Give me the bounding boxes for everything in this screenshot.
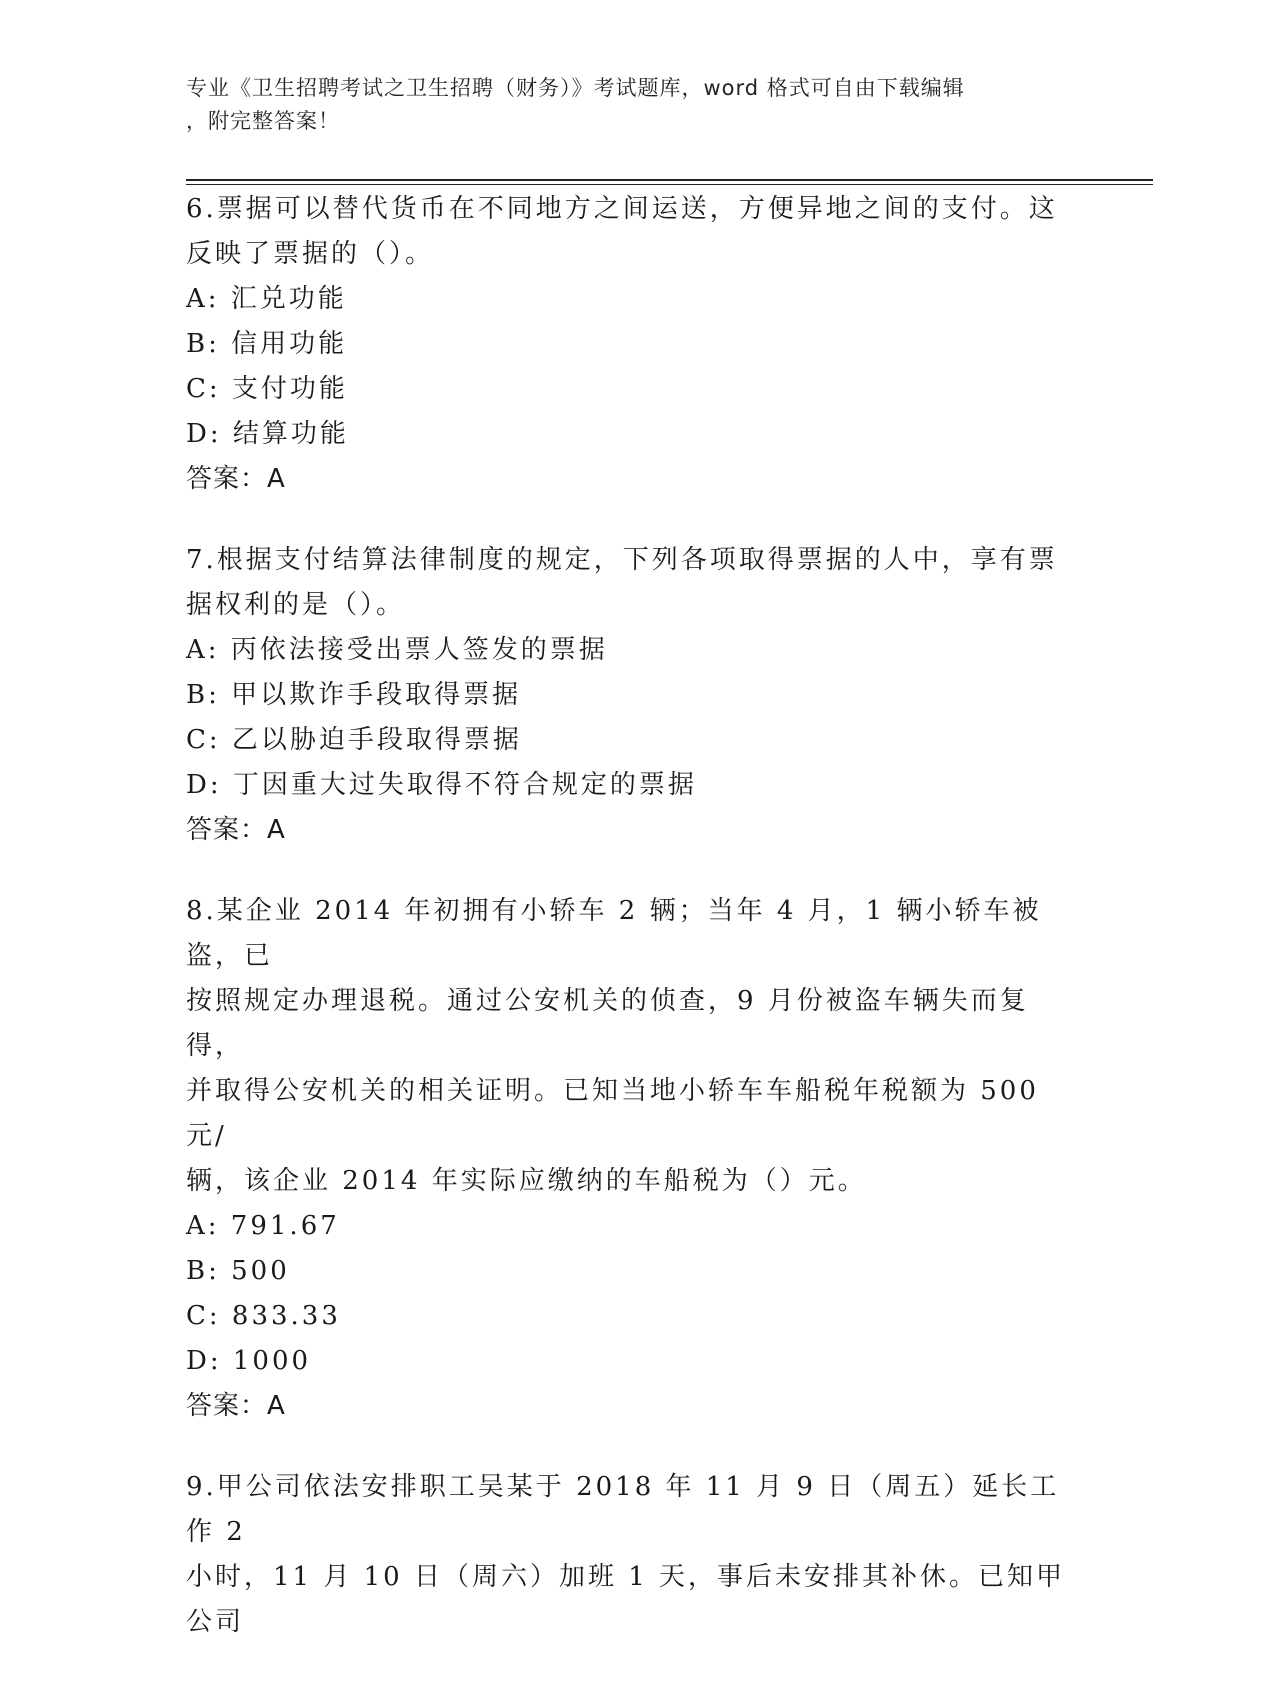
- header-line-2: ，附完整答案！: [186, 109, 340, 133]
- header-divider-thin: [186, 184, 1153, 185]
- answer-line: 答案：A: [186, 464, 286, 494]
- question-8: [186, 889, 1086, 1429]
- option-a: A: 791.67: [186, 1211, 340, 1241]
- question-list: [186, 187, 1086, 1681]
- document-header: [186, 72, 1086, 138]
- option-d: D: 结算功能: [186, 419, 349, 449]
- question-9: [186, 1465, 1086, 1645]
- answer-line: 答案：A: [186, 1391, 286, 1421]
- question-text-line: 反映了票据的（）。: [186, 239, 435, 269]
- question-7: [186, 538, 1086, 853]
- question-text-line: 按照规定办理退税。通过公安机关的侦查，9 月份被盗车辆失而复得，: [186, 986, 1029, 1061]
- option-c: C: 乙以胁迫手段取得票据: [186, 725, 522, 755]
- option-b: B: 信用功能: [186, 329, 348, 359]
- answer-line: 答案：A: [186, 815, 286, 845]
- option-b: B: 甲以欺诈手段取得票据: [186, 680, 522, 710]
- header-divider-thick: [186, 179, 1153, 181]
- question-text-line: 据权利的是（）。: [186, 590, 406, 620]
- option-d: D: 丁因重大过失取得不符合规定的票据: [186, 770, 697, 800]
- question-text-line: 小时，11 月 10 日（周六）加班 1 天，事后未安排其补休。已知甲公司: [186, 1562, 1066, 1637]
- question-text-line: 9.甲公司依法安排职工吴某于 2018 年 11 月 9 日（周五）延长工作 2: [186, 1472, 1060, 1547]
- option-c: C: 833.33: [186, 1301, 341, 1331]
- option-c: C: 支付功能: [186, 374, 348, 404]
- option-a: A: 汇兑功能: [186, 284, 347, 314]
- header-line-1: 专业《卫生招聘考试之卫生招聘（财务）》考试题库，word 格式可自由下载编辑: [186, 76, 965, 100]
- question-6: [186, 187, 1086, 502]
- option-b: B: 500: [186, 1256, 290, 1286]
- option-d: D: 1000: [186, 1346, 312, 1376]
- question-text-line: 辆，该企业 2014 年实际应缴纳的车船税为（）元。: [186, 1166, 867, 1196]
- question-text-line: 并取得公安机关的相关证明。已知当地小轿车车船税年税额为 500 元/: [186, 1076, 1039, 1151]
- option-a: A: 丙依法接受出票人签发的票据: [186, 635, 608, 665]
- question-text-line: 7.根据支付结算法律制度的规定，下列各项取得票据的人中，享有票: [186, 545, 1058, 575]
- question-text-line: 8.某企业 2014 年初拥有小轿车 2 辆；当年 4 月，1 辆小轿车被盗，已: [186, 896, 1042, 971]
- question-text-line: 6.票据可以替代货币在不同地方之间运送，方便异地之间的支付。这: [186, 194, 1058, 224]
